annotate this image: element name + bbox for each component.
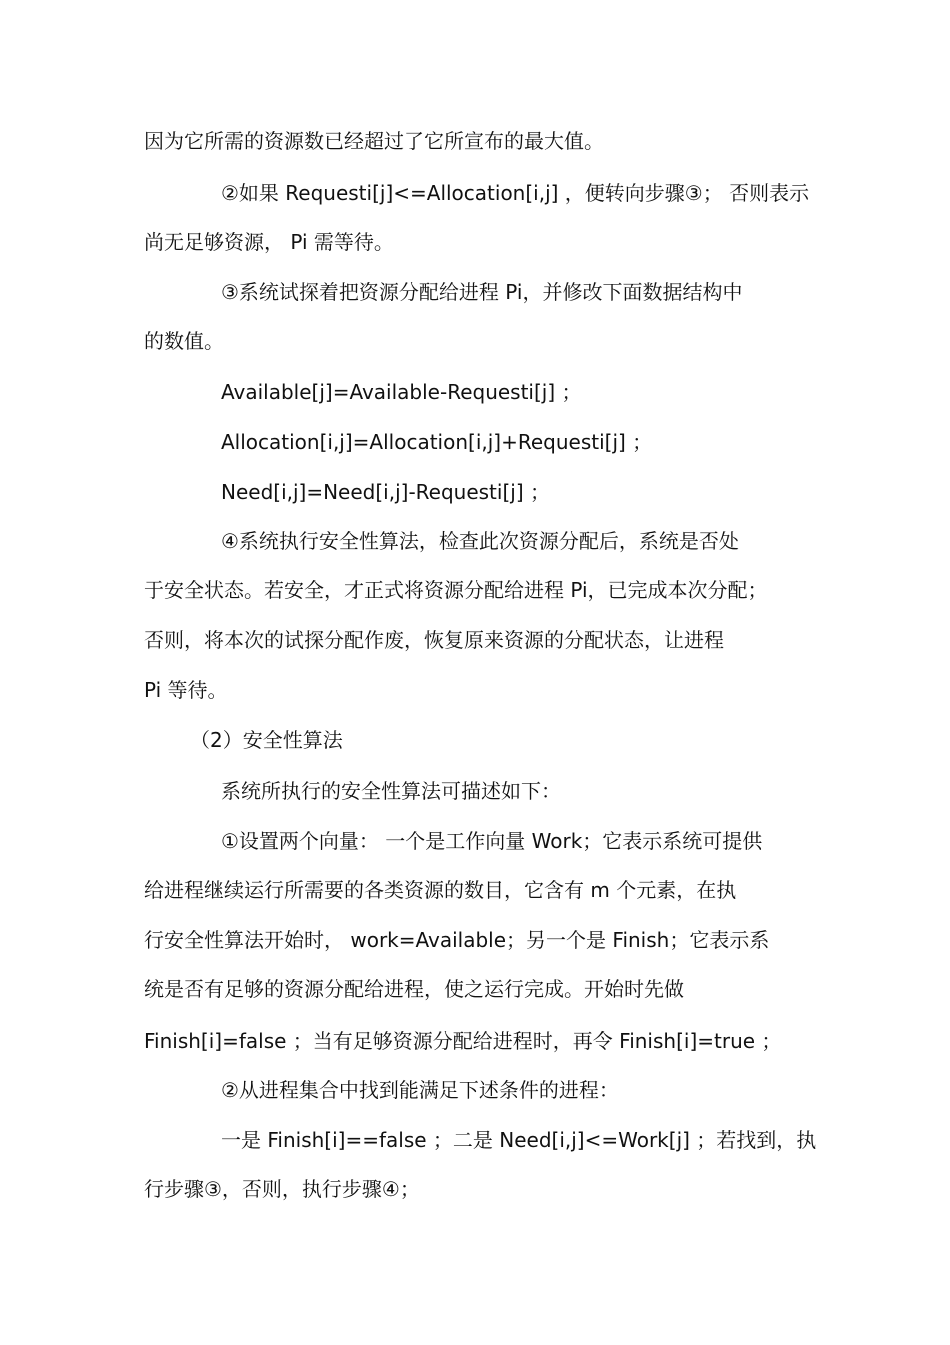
text-line: 系统所执行的安全性算法可描述如下： bbox=[221, 779, 561, 803]
text-line: 一是 Finish[i]==false ；二是 Need[i,j]<=Work[j] ；若找到，执 bbox=[221, 1128, 817, 1152]
formula-line: Allocation[i,j]=Allocation[i,j]+Requesti[j] ； bbox=[221, 430, 653, 454]
text-line: 行步骤③，否则，执行步骤④； bbox=[144, 1177, 420, 1201]
section-heading: （2）安全性算法 bbox=[190, 728, 343, 752]
text-line: ③系统试探着把资源分配给进程 Pi，并修改下面数据结构中 bbox=[221, 280, 743, 304]
text-line: 给进程继续运行所需要的各类资源的数目，它含有 m 个元素，在执 bbox=[144, 878, 737, 902]
text-line: 尚无足够资源， Pi 需等待。 bbox=[144, 230, 394, 254]
text-line: Finish[i]=false ；当有足够资源分配给进程时，再令 Finish[i]=true ； bbox=[144, 1029, 782, 1053]
text-line: ②如果 Requesti[j]<=Allocation[i,j] ，便转向步骤③； 否则表示 bbox=[221, 181, 810, 205]
text-line: ④系统执行安全性算法，检查此次资源分配后，系统是否处 bbox=[221, 529, 739, 553]
text-line: 因为它所需的资源数已经超过了它所宣布的最大值。 bbox=[144, 129, 604, 153]
text-line: Pi 等待。 bbox=[144, 678, 228, 702]
text-line: ②从进程集合中找到能满足下述条件的进程： bbox=[221, 1078, 619, 1102]
formula-line: Need[i,j]=Need[i,j]-Requesti[j] ； bbox=[221, 480, 550, 504]
formula-line: Available[j]=Available-Requesti[j] ； bbox=[221, 380, 582, 404]
text-line: 的数值。 bbox=[144, 329, 224, 353]
text-line: ①设置两个向量： 一个是工作向量 Work；它表示系统可提供 bbox=[221, 829, 763, 853]
text-line: 行安全性算法开始时， work=Available；另一个是 Finish；它表示系 bbox=[144, 928, 770, 952]
text-line: 统是否有足够的资源分配给进程，使之运行完成。开始时先做 bbox=[144, 977, 684, 1001]
text-line: 否则，将本次的试探分配作废，恢复原来资源的分配状态，让进程 bbox=[144, 628, 724, 652]
text-line: 于安全状态。若安全，才正式将资源分配给进程 Pi，已完成本次分配； bbox=[144, 578, 768, 602]
